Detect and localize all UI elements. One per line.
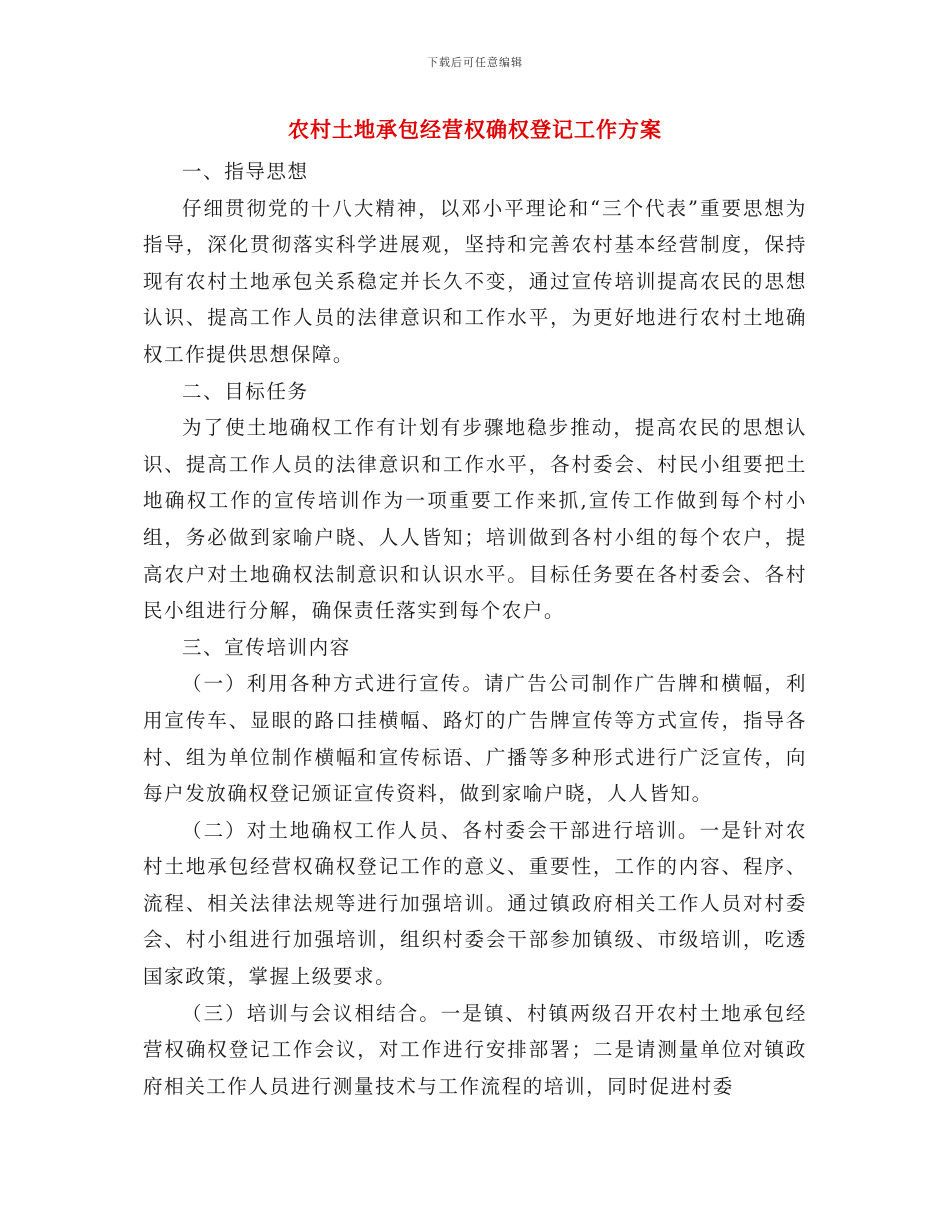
header-note: 下载后可任意编辑 bbox=[427, 56, 523, 69]
paragraph-item-2: （二）对土地确权工作人员、各村委会干部进行培训。一是针对农村土地承包经营权确权登记工作的意义、重要性，工作的内容、程序、流程、相关法律法规等进行加强培训。通过镇政府相关工作人员对村委会、村小组进行加强培训，组织村委会干部参加镇级、市级培训，吃透国家政策，掌握上级要求。 bbox=[143, 818, 807, 989]
document-title: 农村土地承包经营权确权登记工作方案 bbox=[288, 117, 662, 142]
paragraph-item-3: （三）培训与会议相结合。一是镇、村镇两级召开农村土地承包经营权确权登记工作会议，对工作进行安排部署；二是请测量单位对镇政府相关工作人员进行测量技术与工作流程的培训，同时促进村委 bbox=[143, 1001, 807, 1098]
paragraph-guiding-ideology: 仔细贯彻党的十八大精神，以邓小平理论和“三个代表”重要思想为指导，深化贯彻落实科学进展观，坚持和完善农村基本经营制度，保持现有农村土地承包关系稳定并长久不变，通过宣传培训提高农民的思想认识、提高工作人员的法律意识和工作水平，为更好地进行农村土地确权工作提供思想保障。 bbox=[143, 196, 807, 366]
paragraph-item-1: （一）利用各种方式进行宣传。请广告公司制作广告牌和横幅，利用宣传车、显眼的路口挂横幅、路灯的广告牌宣传等方式宣传，指导各村、组为单位制作横幅和宣传标语、广播等多种形式进行广泛宣传，向每户发放确权登记颁证宣传资料，做到家喻户晓，人人皆知。 bbox=[143, 672, 807, 806]
section-heading-guiding-ideology: 一、指导思想 bbox=[182, 160, 309, 183]
section-heading-target-tasks: 二、目标任务 bbox=[182, 379, 309, 403]
document-body bbox=[143, 154, 807, 1105]
section-heading-training-content: 三、宣传培训内容 bbox=[182, 635, 351, 659]
paragraph-target-tasks: 为了使土地确权工作有计划有步骤地稳步推动，提高农民的思想认识、提高工作人员的法律意识和工作水平，各村委会、村民小组要把土地确权工作的宣传培训作为一项重要工作来抓,宣传工作做到每个村小组，务必做到家喻户晓、人人皆知；培训做到各村小组的每个农户，提高农户对土地确权法制意识和认识水平。目标任务要在各村委会、各村民小组进行分解，确保责任落实到每个农户。 bbox=[143, 416, 807, 623]
